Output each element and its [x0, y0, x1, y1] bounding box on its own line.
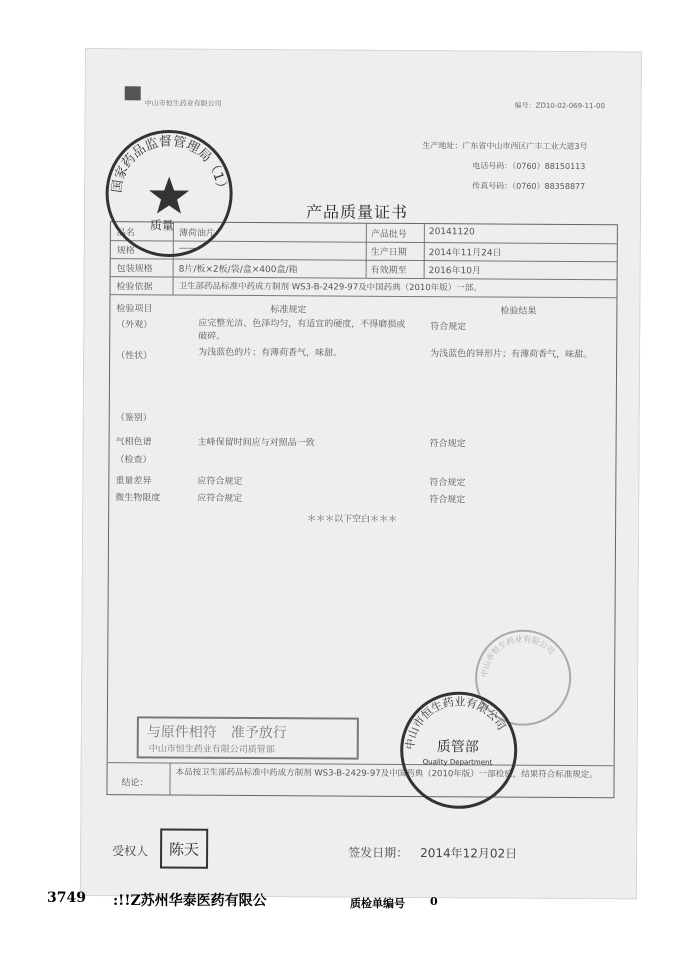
seal-center: 质量	[149, 218, 174, 233]
item-name: （外观）	[116, 320, 153, 331]
row-value: 薄荷油片	[178, 228, 215, 239]
qd-seal-sub: Quality Department	[422, 758, 493, 767]
qd-seal-ring-text: 中山市恒生药业有限公司	[403, 695, 509, 751]
svg-text:中山市恒生药业有限公司	[479, 633, 556, 678]
item-name: 微生物限度	[115, 493, 161, 504]
star-icon	[149, 176, 189, 213]
row-label: 规格	[116, 246, 135, 257]
release-line1: 与原件相符 准予放行	[146, 724, 287, 742]
item-result: 符合规定	[429, 478, 466, 489]
qc-label: 质检单编号	[350, 897, 405, 910]
basis-label: 检验依据	[116, 282, 153, 293]
release-line2: 中山市恒生药业有限公司质管部	[148, 744, 275, 756]
release-stamp	[137, 716, 359, 759]
item-result: 符合规定	[430, 322, 467, 333]
phone: 电话号码：（0760）88150113	[472, 161, 586, 172]
item-name: （检查）	[115, 455, 152, 466]
item-result: 符合规定	[429, 439, 466, 450]
issue-date: 2014年12月02日	[420, 846, 518, 861]
end-mark: ＊＊＊以下空白＊＊＊	[307, 514, 398, 525]
bottom-company: :!!Z苏州华泰医药有限公	[113, 893, 267, 909]
conclusion-value: 本品按卫生部药品标准中药成方制剂 WS3-B-2429-97及中国药典（2010年版）一部检验，结果符合标准规定。	[175, 767, 598, 781]
item-name: （性状）	[116, 351, 153, 362]
item-standard: 应符合规定	[197, 476, 243, 487]
row-value: 20141120	[428, 227, 475, 238]
seal-ring-text: 国家药品监督管理局（1）	[109, 134, 229, 196]
company-small: 中山市恒生药业有限公司	[144, 99, 222, 108]
row-label: 包装规格	[116, 264, 153, 275]
qc-value: 0	[430, 895, 438, 908]
basis-value: 卫生部药品标准中药成方制剂 WS3-B-2429-97及中国药典（2010年版）一部。	[178, 281, 482, 294]
item-standard: 主峰保留时间应与对照品一致	[197, 437, 315, 449]
official-seal-left	[104, 128, 235, 259]
item-standard: 为浅蓝色的片；有薄荷香气，味甜。	[198, 347, 343, 359]
col-header-result: 检验结果	[500, 306, 537, 317]
name-chop	[160, 828, 208, 868]
item-name: （鉴别）	[115, 413, 152, 424]
doc-code: 编号：ZD10-02-069-11-00	[514, 101, 605, 111]
row-label: 品名	[116, 228, 135, 239]
fax: 传真号码：（0760）88358877	[472, 181, 586, 192]
qd-seal-center: 质管部	[436, 739, 479, 756]
faded-seal-text: 中山市恒生药业有限公司	[479, 634, 557, 678]
address: 生产地址：广东省中山市西区广丰工业大道3号	[422, 141, 588, 152]
row-value: 2014年11月24日	[428, 248, 502, 259]
authorized-label: 受权人	[112, 844, 149, 859]
col-header-item: 检验项目	[116, 304, 153, 315]
bottom-number: 3749	[47, 890, 86, 906]
col-header-standard: 标准规定	[270, 305, 307, 316]
issue-date-label: 签发日期：	[348, 845, 409, 860]
row-label: 有效期至	[370, 265, 407, 276]
row-value: ——	[178, 243, 197, 254]
page-title: 产品质量证书	[305, 202, 409, 222]
logo-icon	[125, 86, 141, 100]
row-label: 产品批号	[370, 229, 407, 240]
item-standard: 应符合规定	[197, 493, 243, 504]
item-name: 气相色谱	[115, 437, 152, 448]
name-chop-text: 陈天	[169, 840, 200, 859]
row-label: 生产日期	[370, 247, 407, 258]
scanned-certificate	[80, 48, 642, 899]
quality-department-seal	[398, 690, 519, 811]
item-standard: 应完整光洁、色泽均匀，有适宜的硬度，不得磨损或破碎。	[198, 318, 406, 342]
row-value: 8片/板×2板/袋/盒×400盒/箱	[178, 264, 298, 276]
item-name: 重量差异	[115, 476, 152, 487]
item-result: 为浅蓝色的异形片；有薄荷香气，味甜。	[430, 349, 593, 361]
conclusion-label: 结论：	[121, 778, 149, 789]
item-result: 符合规定	[429, 495, 466, 506]
row-value: 2016年10月	[428, 266, 482, 277]
